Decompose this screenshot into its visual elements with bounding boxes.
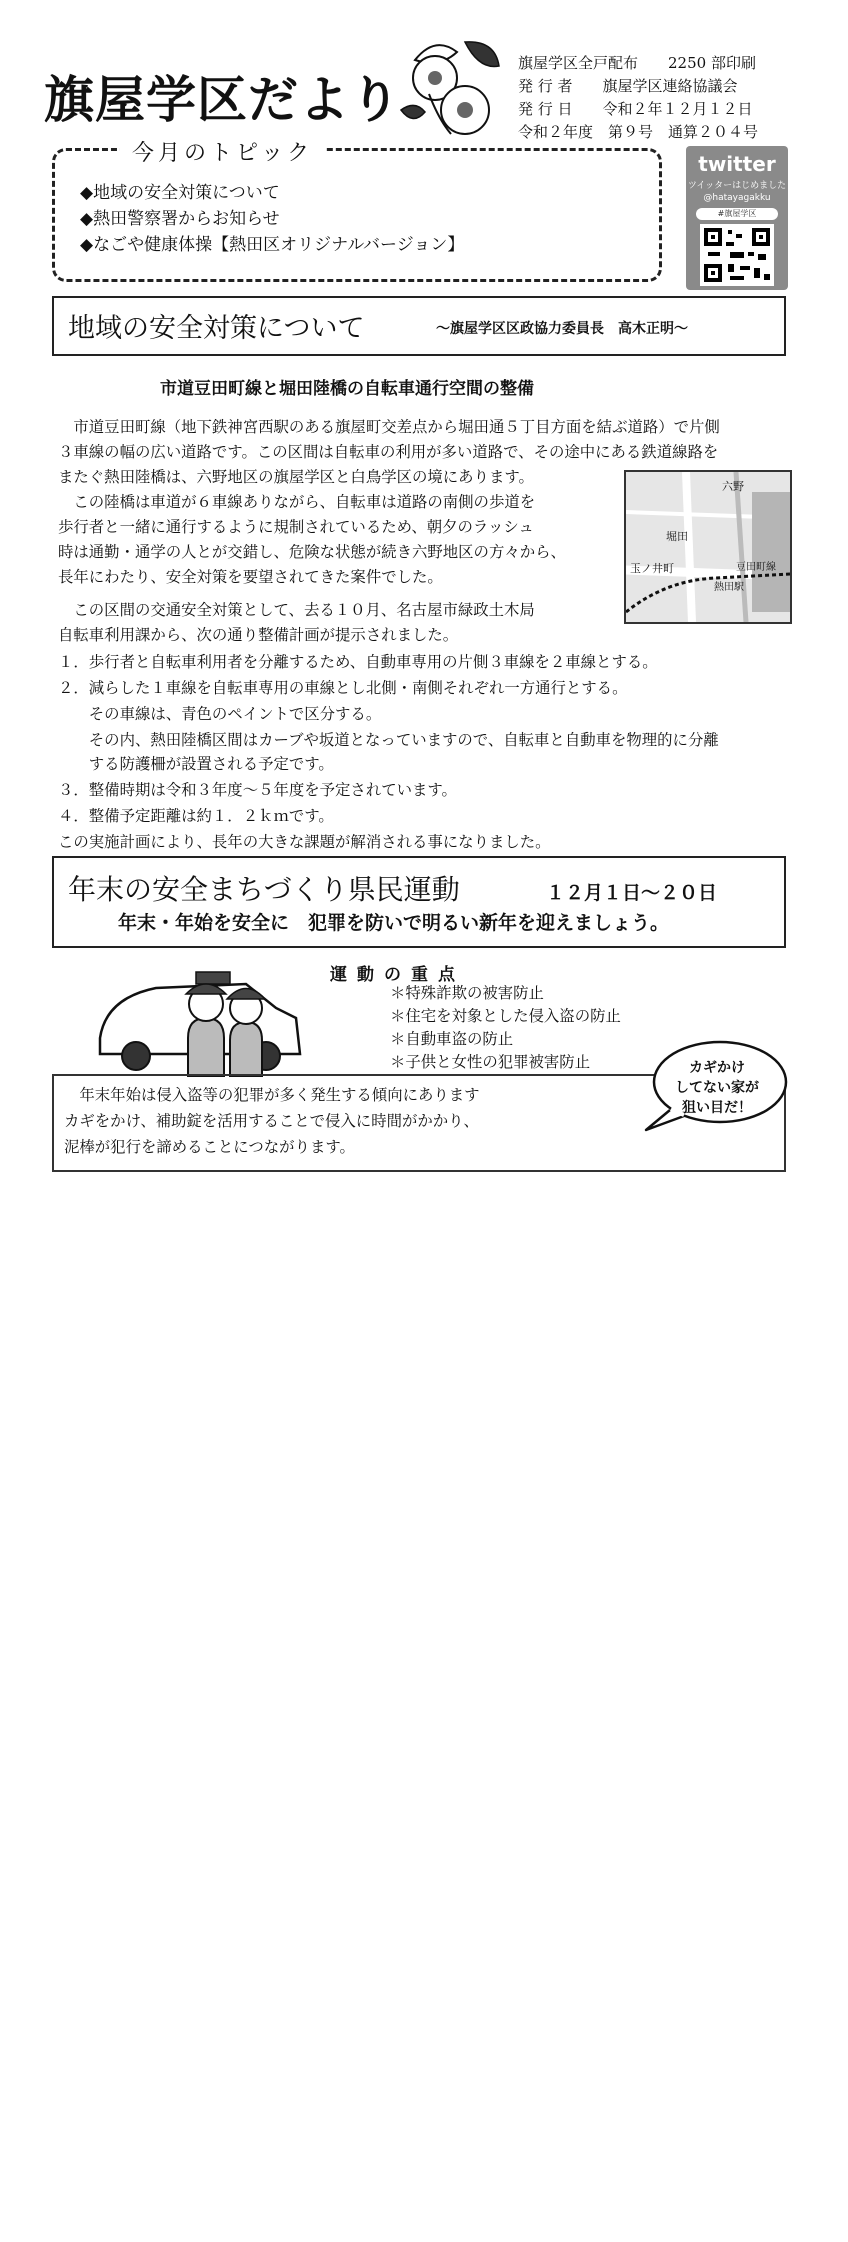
bubble-line: してない家が [675, 1080, 759, 1096]
article-line: この陸橋は車道が６車線ありながら、自転車は道路の南側の歩道を [58, 493, 536, 511]
map-label-rokuno: 六野 [722, 480, 744, 493]
map-roads [626, 472, 790, 622]
article-line: 市道豆田町線（地下鉄神宮西駅のある旗屋町交差点から堀田通５丁目方面を結ぶ道路）で片側 [58, 418, 720, 436]
article-line: ３車線の幅の広い道路です。この区間は自転車の利用が多い道路で、その途中にある鉄道線路を [58, 443, 719, 461]
speech-bubble-text [660, 1058, 774, 1118]
article-line: 歩行者と一緒に通行するように規制されているため、朝夕のラッシュ [58, 518, 534, 536]
issue-number: 令和２年度 第９号 通算２０４号 [518, 123, 759, 141]
note-line: 年末年始は侵入盗等の犯罪が多く発生する傾向にあります [64, 1086, 480, 1104]
article-conclusion: この実施計画により、長年の大きな課題が解消される事になりました。 [58, 833, 551, 851]
plan-item: ３．整備時期は令和３年度～５年度を予定されています。 [58, 781, 457, 799]
article-line: 長年にわたり、安全対策を要望されてきた案件でした。 [58, 568, 443, 586]
focus-item: ＊特殊詐欺の被害防止 [390, 984, 544, 1002]
map-label-atsuta: 熱田駅 [714, 582, 744, 593]
topic-item: ◆地域の安全対策について [80, 183, 280, 203]
plan-item: その車線は、青色のペイントで区分する。 [58, 705, 382, 723]
twitter-line1: ツイッターはじめました [687, 181, 787, 191]
plan-item: ２．減らした１車線を自転車専用の車線とし北側・南側それぞれ一方通行とする。 [58, 679, 628, 697]
police-illustration-icon [96, 958, 306, 1078]
focus-item: ＊子供と女性の犯罪被害防止 [390, 1053, 591, 1071]
map-label-hotta: 堀田 [666, 530, 688, 543]
plan-item: ４．整備予定距離は約１．２ｋｍです。 [58, 807, 334, 825]
twitter-announcement [686, 180, 788, 204]
issue-date: 発 行 日 令和２年１２月１２日 [518, 100, 753, 118]
twitter-card[interactable] [686, 146, 788, 290]
route-map [624, 470, 792, 624]
topics-heading: 今月のトピック [120, 136, 325, 167]
twitter-logo: twitter [698, 152, 776, 176]
campaign-slogan: 年末・年始を安全に 犯罪を防いで明るい新年を迎えましょう。 [118, 912, 670, 934]
section-author: ～旗屋学区区政協力委員長 高木正明～ [436, 321, 688, 337]
article-line: 時は通勤・通学の人とが交錯し、危険な状態が続き六野地区の方々から、 [58, 543, 566, 561]
focus-item: ＊住宅を対象とした侵入盗の防止 [390, 1007, 621, 1025]
section-safety-heading [52, 296, 786, 356]
focus-item: ＊自動車盗の防止 [390, 1030, 514, 1048]
campaign-title: 年末の安全まちづくり県民運動 [68, 873, 460, 906]
plan-item: １．歩行者と自転車利用者を分離するため、自動車専用の片側３車線を２車線とする。 [58, 653, 658, 671]
map-label-tamanoi: 玉ノ井町 [630, 562, 674, 575]
section-title: 地域の安全対策について [68, 313, 365, 344]
article-line: 自転車利用課から、次の通り整備計画が提示されました。 [58, 626, 459, 644]
twitter-handle: @hatayagakku [703, 193, 771, 203]
campaign-dates: １２月１日～２０日 [546, 882, 718, 904]
topic-item: ◆なごや健康体操【熱田区オリジナルバージョン】 [80, 235, 465, 255]
distribution-info: 旗屋学区全戸配布 2250 部印刷 [518, 54, 756, 72]
publisher-info: 発 行 者 旗屋学区連絡協議会 [518, 77, 738, 95]
note-line: カギをかけ、補助錠を活用することで侵入に時間がかかり、 [64, 1112, 479, 1130]
bubble-line: カギかけ [689, 1060, 745, 1076]
plan-item: する防護柵が設置される予定です。 [58, 755, 334, 773]
plan-item: その内、熱田陸橋区間はカーブや坂道となっていますので、自転車と自動車を物理的に分離 [58, 731, 719, 749]
campaign-heading-box [52, 856, 786, 948]
article-subtitle: 市道豆田町線と堀田陸橋の自転車通行空間の整備 [160, 379, 534, 399]
newsletter-title: 旗屋学区だより [44, 71, 401, 129]
article-line: この区間の交通安全対策として、去る１０月、名古屋市緑政土木局 [58, 601, 535, 619]
camellia-flower-icon [395, 30, 505, 140]
focus-heading: 運動の重点 [330, 965, 465, 985]
map-label-mamedacho: 豆田町線 [736, 562, 776, 573]
topic-item: ◆熱田警察署からお知らせ [80, 209, 280, 229]
qr-code-icon[interactable] [700, 224, 774, 286]
bubble-line: 狙い目だ！ [682, 1100, 752, 1116]
twitter-hashtag: #旗屋学区 [696, 208, 778, 220]
note-line: 泥棒が犯行を諦めることにつながります。 [64, 1138, 355, 1156]
article-line: またぐ熱田陸橋は、六野地区の旗屋学区と白鳥学区の境にあります。 [58, 468, 534, 486]
